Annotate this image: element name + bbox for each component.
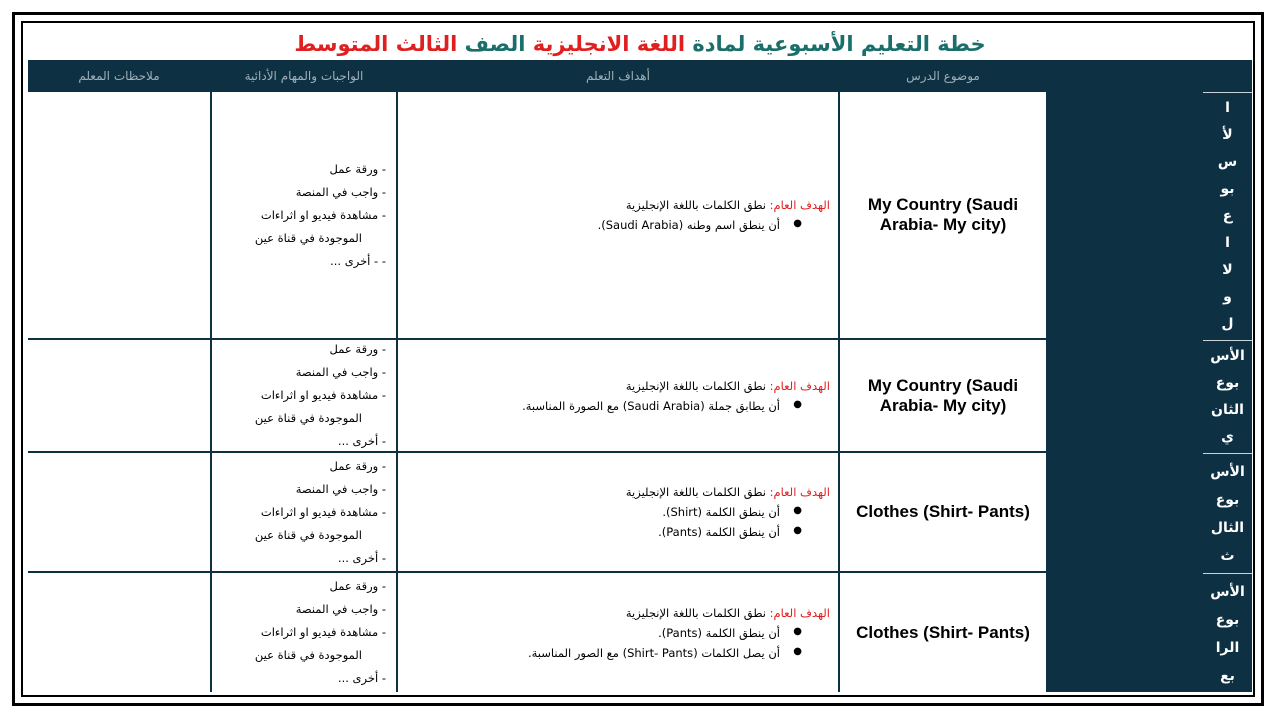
- task-line: - واجب في المنصة: [295, 184, 386, 199]
- notes-cell: [28, 573, 210, 692]
- tasks-cell: [212, 453, 396, 571]
- header-objectives: أهداف التعلم: [586, 69, 650, 83]
- week-char: لا: [1222, 262, 1233, 278]
- objective-label: الهدف العام:: [769, 378, 830, 393]
- page-title: [0, 30, 1280, 58]
- header-tasks: الواجبات والمهام الأدائية: [244, 69, 364, 83]
- topic-cell: [840, 453, 1046, 571]
- header-notes: ملاحظات المعلم: [78, 69, 160, 83]
- week-char: بوع: [1215, 492, 1240, 508]
- topic-text: My Country (Saudi Arabia- My city): [867, 375, 1019, 415]
- topic-text: My Country (Saudi Arabia- My city): [867, 195, 1019, 234]
- objective-label: الهدف العام:: [769, 485, 830, 499]
- task-line: الموجودة في قناة عين: [254, 648, 362, 662]
- tasks-cell: [212, 92, 396, 338]
- title-part1: خطة التعليم الأسبوعية لمادة: [692, 32, 986, 56]
- notes-cell: [28, 453, 210, 571]
- title-part4: الثالث المتوسط: [294, 32, 458, 56]
- objective-general: نطق الكلمات باللغة الإنجليزية: [625, 605, 766, 620]
- topic-cell: [840, 573, 1046, 692]
- task-line: - أخرى ...: [337, 434, 386, 448]
- week-char: الرا: [1215, 640, 1240, 656]
- objective-bullet: ● أن يصل الكلمات (Shirt- Pants) مع الصور المناسبة.: [398, 646, 830, 660]
- task-line: - واجب في المنصة: [295, 365, 386, 379]
- week-char: ا: [1225, 235, 1230, 251]
- week-char: ي: [1221, 429, 1234, 445]
- task-line: - واجب في المنصة: [295, 481, 386, 496]
- objective-general: نطق الكلمات باللغة الإنجليزية: [625, 485, 766, 499]
- plan-table: [28, 60, 1252, 692]
- week-char: ع: [1222, 208, 1233, 224]
- title-part2: اللغة الانجليزية: [532, 32, 686, 56]
- week-char: الأس: [1210, 584, 1245, 600]
- week-char: ث: [1220, 548, 1235, 564]
- week-label: [1203, 453, 1252, 571]
- week-char: بوع: [1215, 612, 1240, 628]
- week-char: لأ: [1222, 127, 1233, 143]
- week-char: س: [1217, 154, 1238, 170]
- objective-general: نطق الكلمات باللغة الإنجليزية: [625, 378, 766, 393]
- week-label: [1203, 92, 1252, 338]
- objective-bullet: ● أن ينطق اسم وطنه (Saudi Arabia).: [398, 218, 830, 232]
- objective-bullet: ● أن ينطق الكلمة (Pants).: [398, 626, 830, 640]
- task-line: - - أخرى ...: [330, 253, 386, 268]
- objective-label: الهدف العام:: [769, 198, 830, 212]
- week-char: بوع: [1215, 375, 1240, 391]
- task-line: - ورقة عمل: [329, 342, 386, 356]
- week-char: الأس: [1210, 348, 1245, 364]
- topic-cell: [840, 92, 1046, 338]
- topic-text: Clothes (Shirt- Pants): [856, 502, 1030, 521]
- notes-cell: [28, 340, 210, 451]
- objective-label: الهدف العام:: [769, 605, 830, 620]
- week-char: الثان: [1211, 402, 1244, 418]
- task-line: - مشاهدة فيديو او اثراءات: [260, 388, 386, 402]
- week-char: الثال: [1210, 520, 1245, 536]
- task-line: الموجودة في قناة عين: [254, 527, 362, 542]
- week-char: بو: [1220, 181, 1235, 197]
- week-char: ل: [1221, 316, 1234, 332]
- task-line: - مشاهدة فيديو او اثراءات: [260, 625, 386, 639]
- week-char: الأس: [1210, 464, 1245, 480]
- notes-cell: [28, 92, 210, 338]
- task-line: الموجودة في قناة عين: [254, 411, 362, 425]
- title-part3: الصف: [464, 32, 526, 56]
- task-line: الموجودة في قناة عين: [254, 230, 362, 245]
- objective-bullet: ● أن ينطق الكلمة (Shirt).: [398, 505, 830, 519]
- objective-bullet: ● أن يطابق جملة (Saudi Arabia) مع الصورة المناسبة.: [398, 399, 830, 413]
- week-char: ا: [1225, 100, 1230, 116]
- task-line: - مشاهدة فيديو او اثراءات: [260, 504, 386, 519]
- task-line: - أخرى ...: [337, 671, 386, 685]
- objectives-cell: [398, 453, 838, 571]
- tasks-cell: [212, 340, 396, 451]
- task-line: - واجب في المنصة: [295, 602, 386, 616]
- week-label: [1203, 573, 1252, 692]
- topic-cell: [840, 340, 1046, 451]
- task-line: - أخرى ...: [337, 550, 386, 565]
- topic-text: Clothes (Shirt- Pants): [856, 622, 1030, 642]
- objective-bullet: ● أن ينطق الكلمة (Pants).: [398, 525, 830, 539]
- task-line: - ورقة عمل: [329, 579, 386, 593]
- task-line: - ورقة عمل: [329, 458, 386, 473]
- week-char: بع: [1220, 668, 1235, 684]
- objectives-cell: [398, 92, 838, 338]
- task-line: - ورقة عمل: [329, 161, 386, 176]
- objectives-cell: [398, 340, 838, 451]
- objective-general: نطق الكلمات باللغة الإنجليزية: [625, 198, 766, 212]
- week-char: و: [1223, 289, 1232, 305]
- week-label: [1203, 340, 1252, 451]
- tasks-cell: [212, 573, 396, 692]
- task-line: - مشاهدة فيديو او اثراءات: [260, 207, 386, 222]
- header-topic: موضوع الدرس: [906, 69, 980, 83]
- objectives-cell: [398, 573, 838, 692]
